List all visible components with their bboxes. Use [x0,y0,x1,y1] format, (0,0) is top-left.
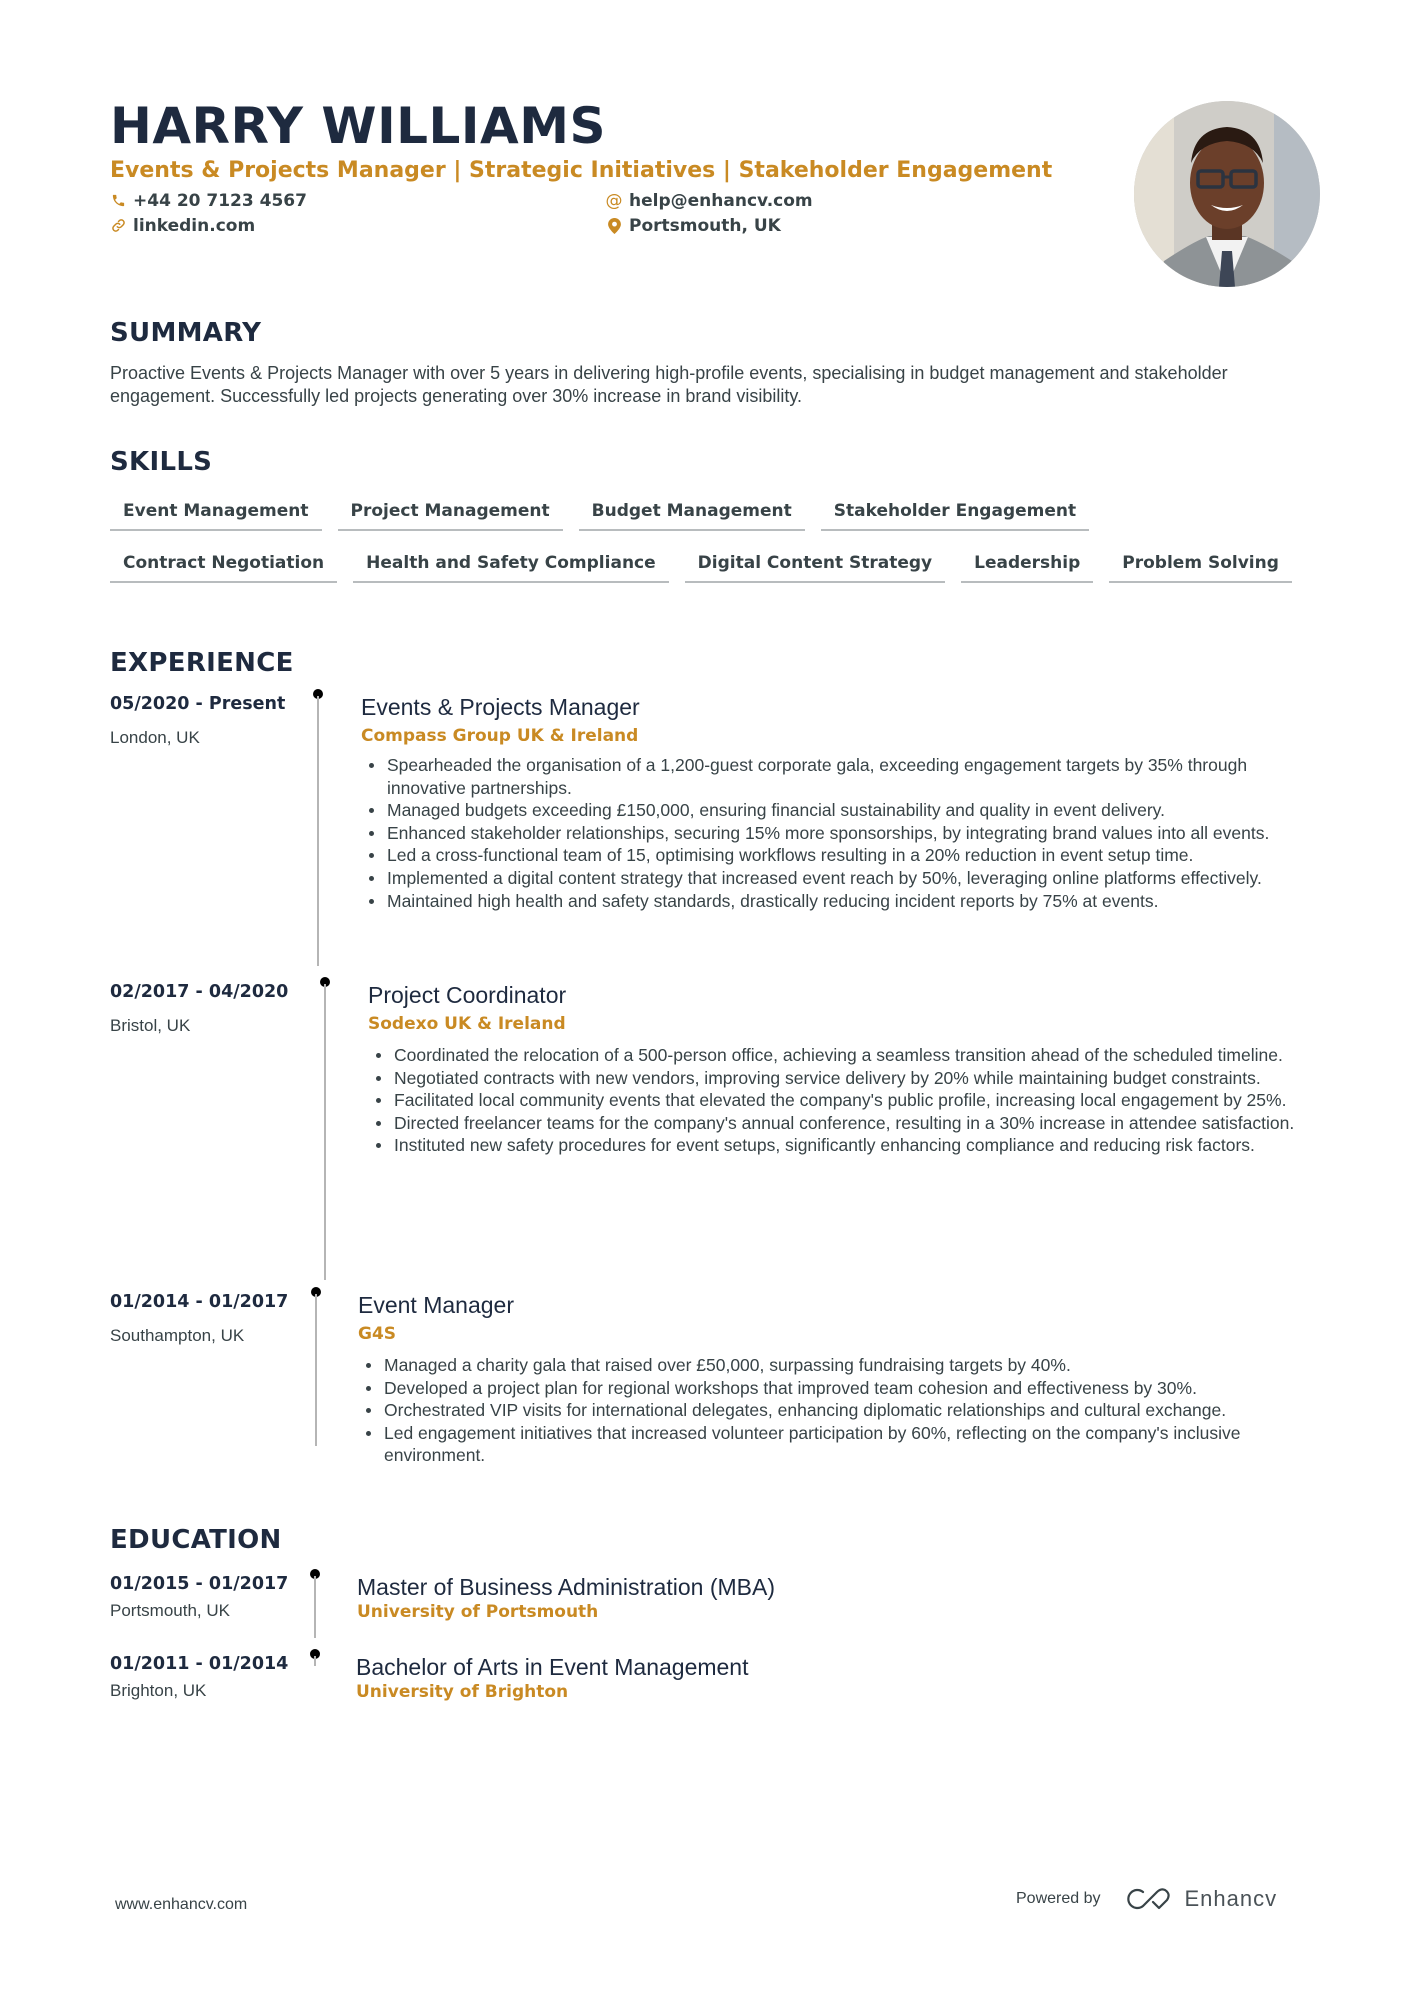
bullet-item: Managed budgets exceeding £150,000, ensuring financial sustainability and quality in event delivery. [361,799,1321,822]
experience-dates: 05/2020 - Present [110,694,286,714]
footer-website-link[interactable]: www.enhancv.com [115,1896,248,1913]
experience-meta [110,1290,310,1348]
experience-dates: 02/2017 - 04/2020 [110,982,289,1002]
skill-tag: Digital Content Strategy [685,549,945,583]
education-details [357,1572,1317,1624]
brand-name: Enhancv [1184,1886,1278,1911]
education-meta [110,1572,310,1623]
experience-company: Compass Group UK & Ireland [361,726,639,746]
bullet-item: Negotiated contracts with new vendors, improving service delivery by 20% while maintaining budget constraints. [368,1067,1328,1090]
skill-tag: Health and Safety Compliance [353,549,669,583]
experience-bullets [361,754,1321,912]
at-icon: @ [605,190,623,211]
skill-tag: Project Management [338,497,563,531]
bullet-item: Developed a project plan for regional workshops that improved team cohesion and effectiveness by 30%. [358,1377,1318,1400]
skill-tag: Budget Management [579,497,805,531]
experience-bullets [368,1044,1328,1157]
experience-company: Sodexo UK & Ireland [368,1014,566,1034]
timeline-line [314,1656,316,1666]
candidate-name: HARRY WILLIAMS [110,97,606,155]
experience-role: Events & Projects Manager [361,694,640,720]
powered-by-label: Powered by [1016,1890,1101,1907]
contact-location [606,213,781,238]
experience-details [361,692,1321,912]
bullet-item: Implemented a digital content strategy that increased event reach by 50%, leveraging online platforms effectively. [361,867,1321,890]
experience-bullets [358,1354,1318,1467]
experience-location: Southampton, UK [110,1326,245,1345]
bullet-item: Facilitated local community events that elevated the company's public profile, increasing local engagement by 25%. [368,1089,1328,1112]
experience-details [358,1290,1318,1467]
contact-info [110,188,1070,240]
location-value: Portsmouth, UK [629,215,781,236]
bullet-item: Managed a charity gala that raised over £50,000, surpassing fundraising targets by 40%. [358,1354,1318,1377]
footer-branding[interactable] [1016,1886,1277,1912]
enhancv-logo-icon [1127,1886,1175,1912]
experience-role: Event Manager [358,1292,514,1318]
bullet-item: Led engagement initiatives that increased volunteer participation by 60%, reflecting on the company's inclusive environment. [358,1422,1318,1467]
skills-row [110,549,1320,583]
education-school: University of Brighton [356,1682,569,1702]
timeline-line [317,696,319,966]
experience-dates: 01/2014 - 01/2017 [110,1292,289,1312]
contact-linkedin[interactable] [110,213,255,238]
bullet-item: Orchestrated VIP visits for international delegates, enhancing diplomatic relationships and cultural exchange. [358,1399,1318,1422]
summary-heading: SUMMARY [110,318,262,348]
skill-tag: Problem Solving [1109,549,1292,583]
education-heading: EDUCATION [110,1525,282,1555]
skill-tag: Contract Negotiation [110,549,337,583]
skills-row [110,497,1320,531]
bullet-item: Spearheaded the organisation of a 1,200-guest corporate gala, exceeding engagement targets by 35% through innovative partnerships. [361,754,1321,799]
experience-role: Project Coordinator [368,982,567,1008]
education-location: Brighton, UK [110,1681,207,1700]
summary-text: Proactive Events & Projects Manager with over 5 years in delivering high-profile events, specialising in budget management and stakeholder engagement. Successfully led projects generating over 30% increase in brand visibility. [110,363,1228,406]
timeline-line [314,1576,316,1638]
bullet-item: Enhanced stakeholder relationships, securing 15% more sponsorships, by integrating brand values into all events. [361,822,1321,845]
bullet-item: Maintained high health and safety standards, drastically reducing incident reports by 75% at events. [361,890,1321,913]
experience-details [368,980,1328,1157]
timeline-line [324,984,326,1280]
experience-location: London, UK [110,728,200,747]
resume-header [110,96,1070,240]
location-pin-icon [606,218,622,234]
contact-email[interactable] [606,188,813,213]
education-location: Portsmouth, UK [110,1601,230,1620]
bullet-item: Directed freelancer teams for the company's annual conference, resulting in a 30% increase in attendee satisfaction. [368,1112,1328,1135]
experience-heading: EXPERIENCE [110,648,294,678]
education-degree: Master of Business Administration (MBA) [357,1574,775,1600]
contact-phone[interactable] [110,188,307,213]
skill-tag: Event Management [110,497,322,531]
bullet-item: Led a cross-functional team of 15, optimising workflows resulting in a 20% reduction in event setup time. [361,844,1321,867]
education-details [356,1652,1316,1704]
email-value: help@enhancv.com [629,190,813,211]
experience-location: Bristol, UK [110,1016,191,1035]
phone-value: +44 20 7123 4567 [133,190,307,211]
bullet-item: Coordinated the relocation of a 500-person office, achieving a seamless transition ahead of the scheduled timeline. [368,1044,1328,1067]
candidate-tagline: Events & Projects Manager | Strategic Initiatives | Stakeholder Engagement [110,158,1053,183]
profile-photo [1134,101,1320,287]
link-icon [110,218,126,234]
skill-tag: Leadership [961,549,1093,583]
phone-icon [110,193,126,209]
experience-meta [110,692,310,750]
experience-meta [110,980,310,1038]
experience-company: G4S [358,1324,397,1344]
skill-tag: Stakeholder Engagement [821,497,1089,531]
skills-list [110,497,1320,601]
education-dates: 01/2011 - 01/2014 [110,1654,289,1674]
linkedin-value: linkedin.com [133,215,256,236]
bullet-item: Instituted new safety procedures for event setups, significantly enhancing compliance and reducing risk factors. [368,1134,1328,1157]
education-meta [110,1652,310,1703]
skills-heading: SKILLS [110,447,213,477]
education-dates: 01/2015 - 01/2017 [110,1574,289,1594]
timeline-line [315,1294,317,1446]
education-degree: Bachelor of Arts in Event Management [356,1654,749,1680]
education-school: University of Portsmouth [357,1602,599,1622]
